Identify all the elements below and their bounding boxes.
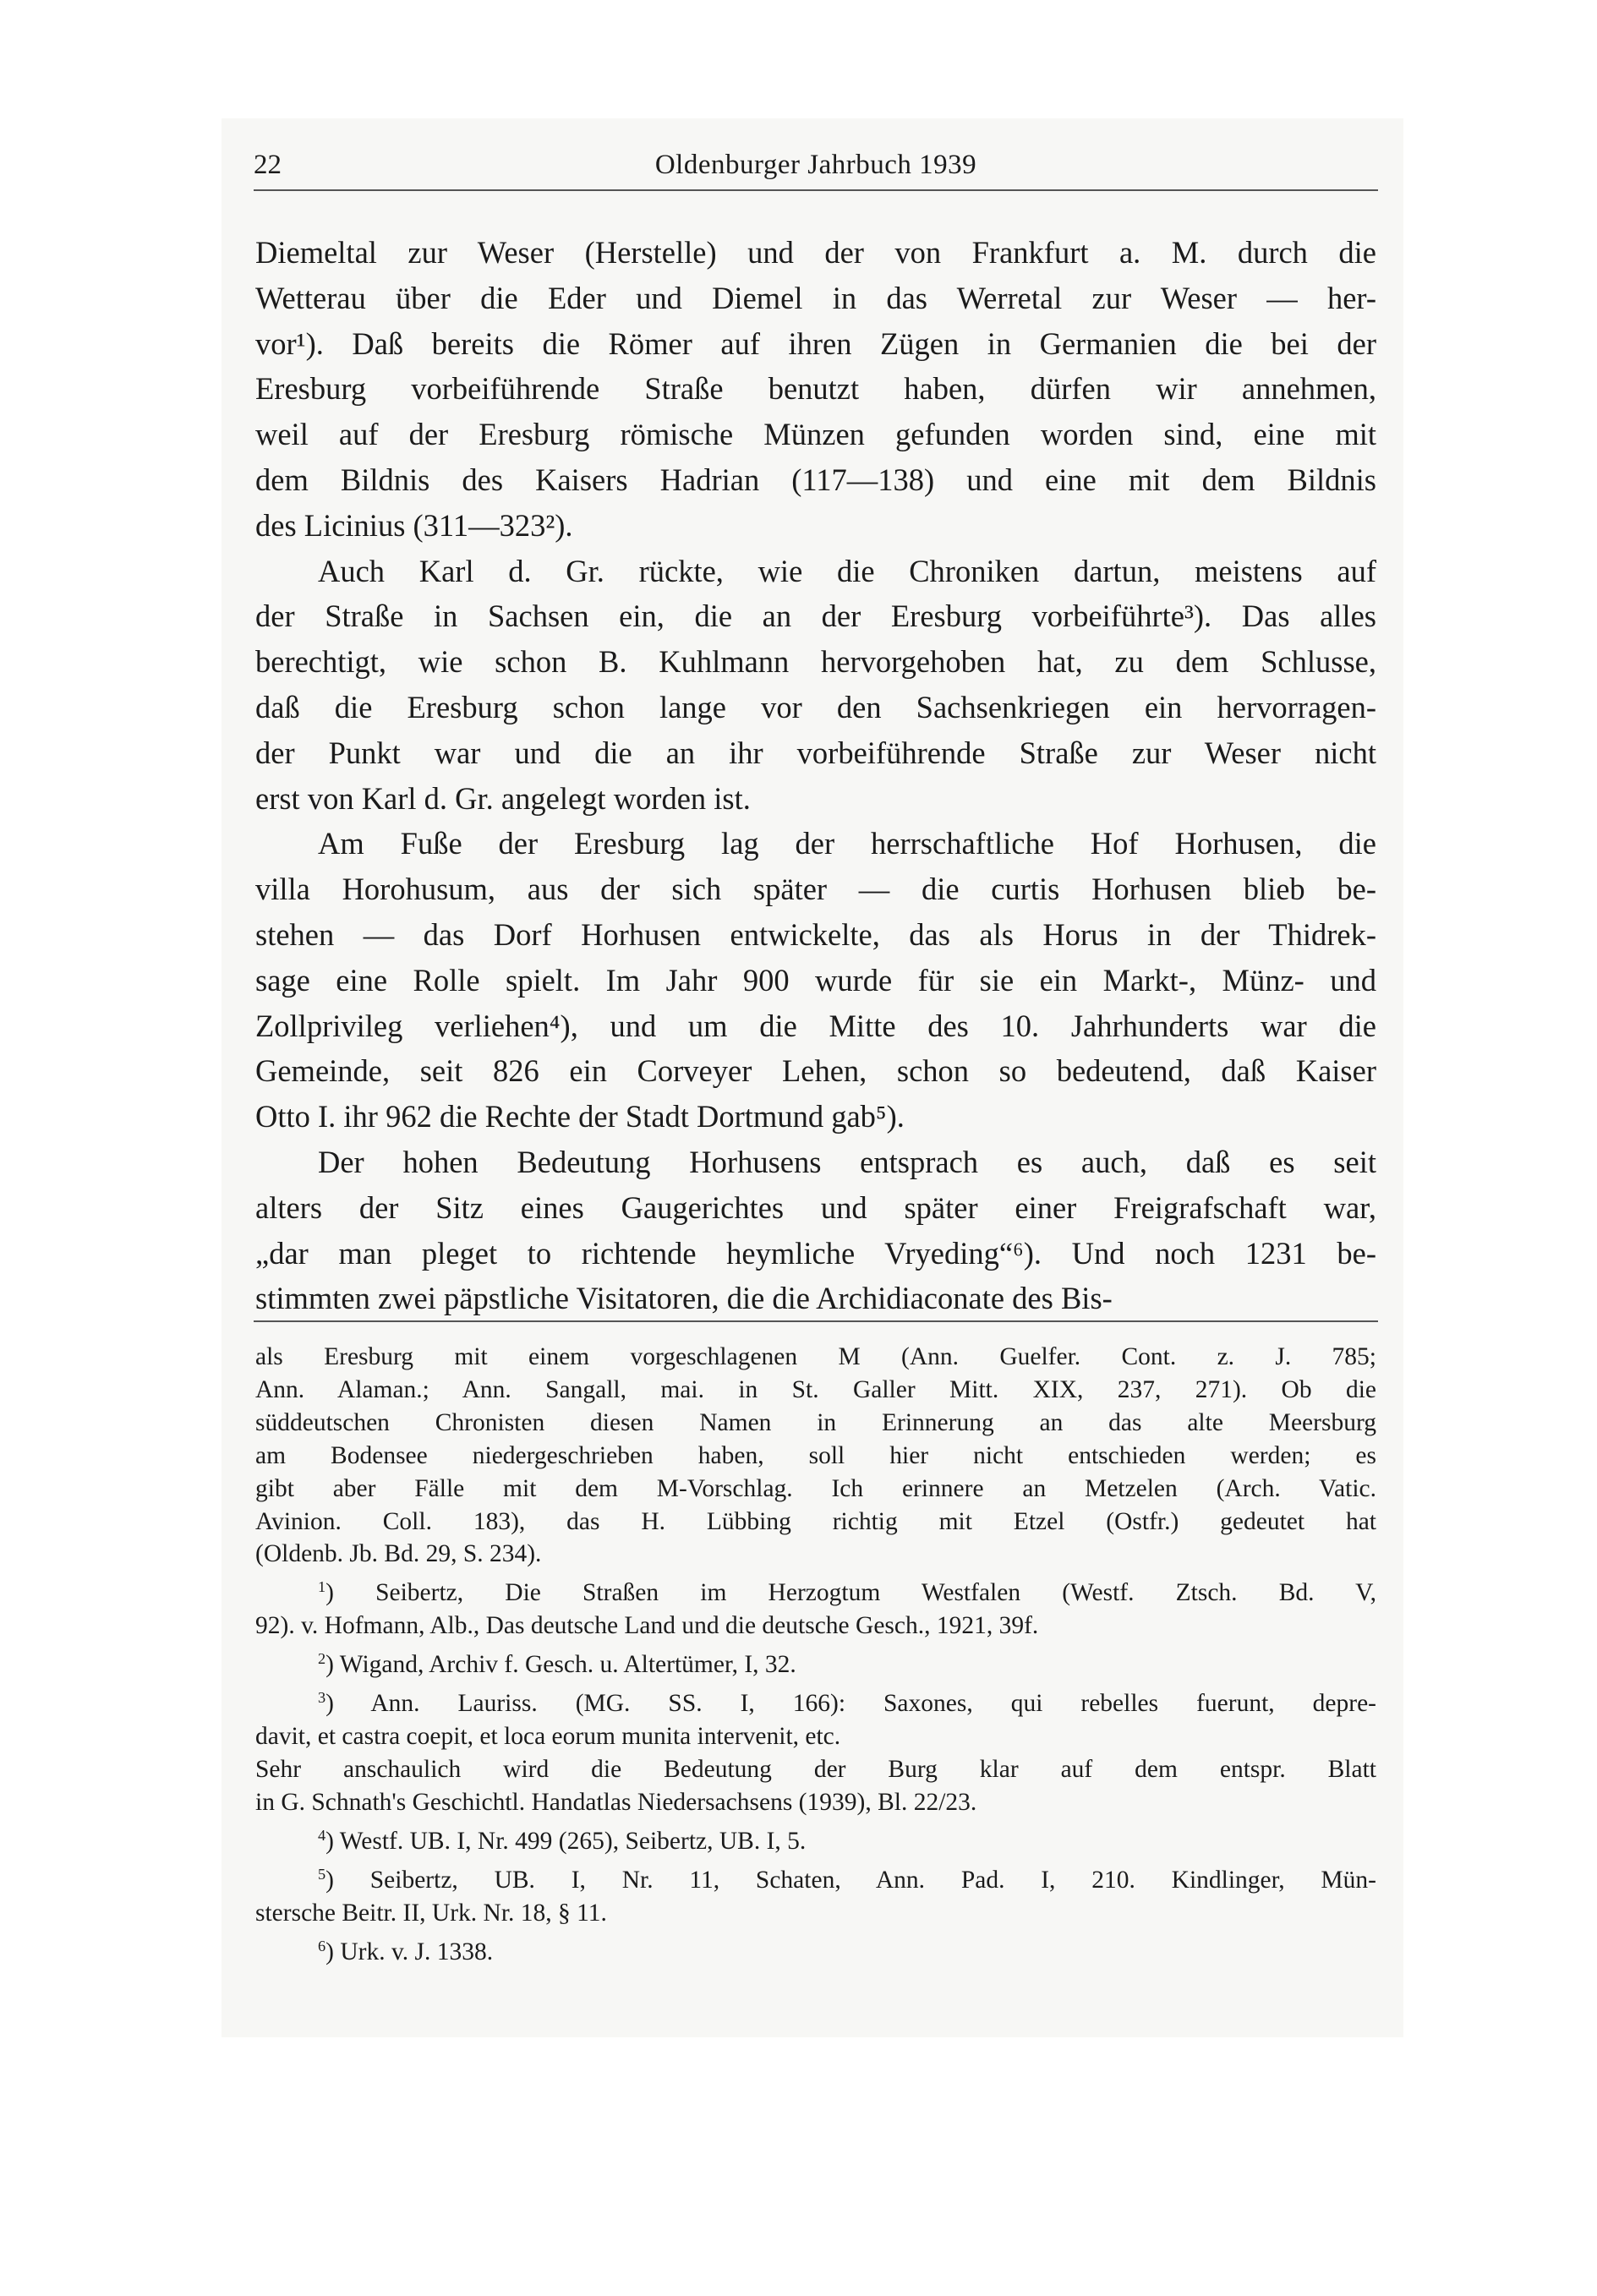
header-rule [254, 189, 1378, 191]
text-line: berechtigt, wie schon B. Kuhlmann hervorgehoben hat, zu dem Schlusse, [255, 644, 1376, 680]
footnote-number: 5 [318, 1865, 326, 1883]
text-line: Am Fuße der Eresburg lag der herrschaftliche Hof Horhusen, die [318, 826, 1376, 861]
text-line: erst von Karl d. Gr. angelegt worden ist. [255, 780, 751, 816]
text-line: Gemeinde, seit 826 ein Corveyer Lehen, schon so bedeutend, daß Kaiser [255, 1053, 1376, 1089]
text-line: Auch Karl d. Gr. rückte, wie die Chroniken dartun, meistens auf [318, 553, 1376, 588]
page-number: 22 [254, 150, 282, 180]
footnote-line: (Oldenb. Jb. Bd. 29, S. 234). [255, 1540, 542, 1568]
footnote [255, 1930, 1376, 1969]
text-line: der Straße in Sachsen ein, die an der Eresburg vorbeiführte³). Das alles [255, 599, 1376, 634]
footnote-text: ) Ann. Lauriss. (MG. SS. I, 166): Saxones, qui rebelles fuerunt, depre- [325, 1690, 1376, 1718]
text-line: des Licinius (311—323²). [255, 507, 573, 543]
text-line: villa Horohusum, aus der sich später — die curtis Horhusen blieb be- [255, 872, 1376, 907]
footnote [255, 1858, 1376, 1930]
footnote-number: 3 [318, 1689, 326, 1707]
footnote-line: davit, et castra coepit, et loca eorum munita intervenit, etc. [255, 1723, 841, 1751]
text-line: „dar man pleget to richtende heymliche Vryeding“⁶). Und noch 1231 be- [255, 1235, 1376, 1271]
footnote-line [255, 1571, 1376, 1610]
footnote [255, 1643, 1376, 1681]
body-paragraph [255, 230, 1376, 549]
footnote-text: ) Wigand, Archiv f. Gesch. u. Altertümer, I, 32. [325, 1651, 796, 1679]
footnote-line: süddeutschen Chronisten diesen Namen in Erinnerung an das alte Meersburg [255, 1408, 1376, 1436]
text-line: Otto I. ihr 962 die Rechte der Stadt Dortmund gab⁵). [255, 1099, 905, 1134]
footnote-line: als Eresburg mit einem vorgeschlagenen M (Ann. Guelfer. Cont. z. J. 785; [255, 1343, 1376, 1370]
body-paragraph [255, 821, 1376, 1140]
footnote-line [255, 1930, 1376, 1969]
text-line: Der hohen Bedeutung Horhusens entsprach es auch, daß es seit [318, 1144, 1376, 1179]
text-line: Eresburg vorbeiführende Straße benutzt haben, dürfen wir annehmen, [255, 371, 1376, 407]
text-line: alters der Sitz eines Gaugerichtes und später einer Freigrafschaft war, [255, 1189, 1376, 1225]
footnote-text: ) Seibertz, UB. I, Nr. 11, Schaten, Ann. Pad. I, 210. Kindlinger, Mün- [325, 1866, 1376, 1894]
text-line: Diemeltal zur Weser (Herstelle) und der von Frankfurt a. M. durch die [255, 235, 1376, 270]
footnote [255, 1341, 1376, 1571]
footnote-number: 6 [318, 1937, 326, 1954]
footnote-number: 1 [318, 1578, 326, 1596]
text-line: dem Bildnis des Kaisers Hadrian (117—138) und eine mit dem Bildnis [255, 462, 1376, 497]
footnote-line [255, 1681, 1376, 1720]
running-title: Oldenburger Jahrbuch 1939 [654, 150, 977, 180]
footnote [255, 1819, 1376, 1858]
footnote-line: in G. Schnath's Geschichtl. Handatlas Niedersachsens (1939), Bl. 22/23. [255, 1788, 977, 1816]
text-line: Wetterau über die Eder und Diemel in das Werretal zur Weser — her- [255, 280, 1376, 315]
footnote-number: 2 [318, 1650, 326, 1668]
footnote-text: ) Westf. UB. I, Nr. 499 (265), Seibertz, UB. I, 5. [325, 1827, 807, 1855]
footnote [255, 1571, 1376, 1643]
footnote-line [255, 1643, 1376, 1681]
text-line: der Punkt war und die an ihr vorbeiführende Straße zur Weser nicht [255, 735, 1376, 770]
text-line: weil auf der Eresburg römische Münzen gefunden worden sind, eine mit [255, 417, 1376, 452]
footnote-line: Sehr anschaulich wird die Bedeutung der Burg klar auf dem entspr. Blatt [255, 1756, 1376, 1784]
text-line: Zollprivileg verliehen⁴), und um die Mitte des 10. Jahrhunderts war die [255, 1008, 1376, 1043]
text-line: stimmten zwei päpstliche Visitatoren, die die Archidiaconate des Bis- [255, 1281, 1113, 1316]
footnote-line [255, 1858, 1376, 1897]
footnote-line: 92). v. Hofmann, Alb., Das deutsche Land und die deutsche Gesch., 1921, 39f. [255, 1612, 1039, 1640]
text-line: sage eine Rolle spielt. Im Jahr 900 wurde für sie ein Markt-, Münz- und [255, 962, 1376, 998]
footnote [255, 1681, 1376, 1819]
text-line: vor¹). Daß bereits die Römer auf ihren Zügen in Germanien die bei der [255, 325, 1376, 361]
footnote-line [255, 1819, 1376, 1858]
footnote-line: Avinion. Coll. 183), das H. Lübbing richtig mit Etzel (Ostfr.) gedeutet hat [255, 1507, 1376, 1535]
footnote-text: ) Seibertz, Die Straßen im Herzogtum Westfalen (Westf. Ztsch. Bd. V, [325, 1579, 1376, 1607]
footnote-text: ) Urk. v. J. 1338. [325, 1938, 494, 1965]
footnotes [255, 1341, 1376, 1969]
footnote-line: am Bodensee niedergeschrieben haben, soll hier nicht entschieden werden; es [255, 1441, 1376, 1469]
footnote-line: Ann. Alaman.; Ann. Sangall, mai. in St. Galler Mitt. XIX, 237, 271). Ob die [255, 1375, 1376, 1403]
page-header [254, 145, 1378, 184]
footnote-line: stersche Beitr. II, Urk. Nr. 18, § 11. [255, 1899, 607, 1927]
text-line: daß die Eresburg schon lange vor den Sachsenkriegen ein hervorragen- [255, 689, 1376, 724]
body-paragraph [255, 1140, 1376, 1321]
footnote-line: gibt aber Fälle mit dem M-Vorschlag. Ich erinnere an Metzelen (Arch. Vatic. [255, 1474, 1376, 1502]
body-text [255, 230, 1376, 1321]
text-line: stehen — das Dorf Horhusen entwickelte, das als Horus in der Thidrek- [255, 916, 1376, 952]
footnote-number: 4 [318, 1826, 326, 1844]
footnote-rule [254, 1320, 1378, 1322]
body-paragraph [255, 549, 1376, 822]
